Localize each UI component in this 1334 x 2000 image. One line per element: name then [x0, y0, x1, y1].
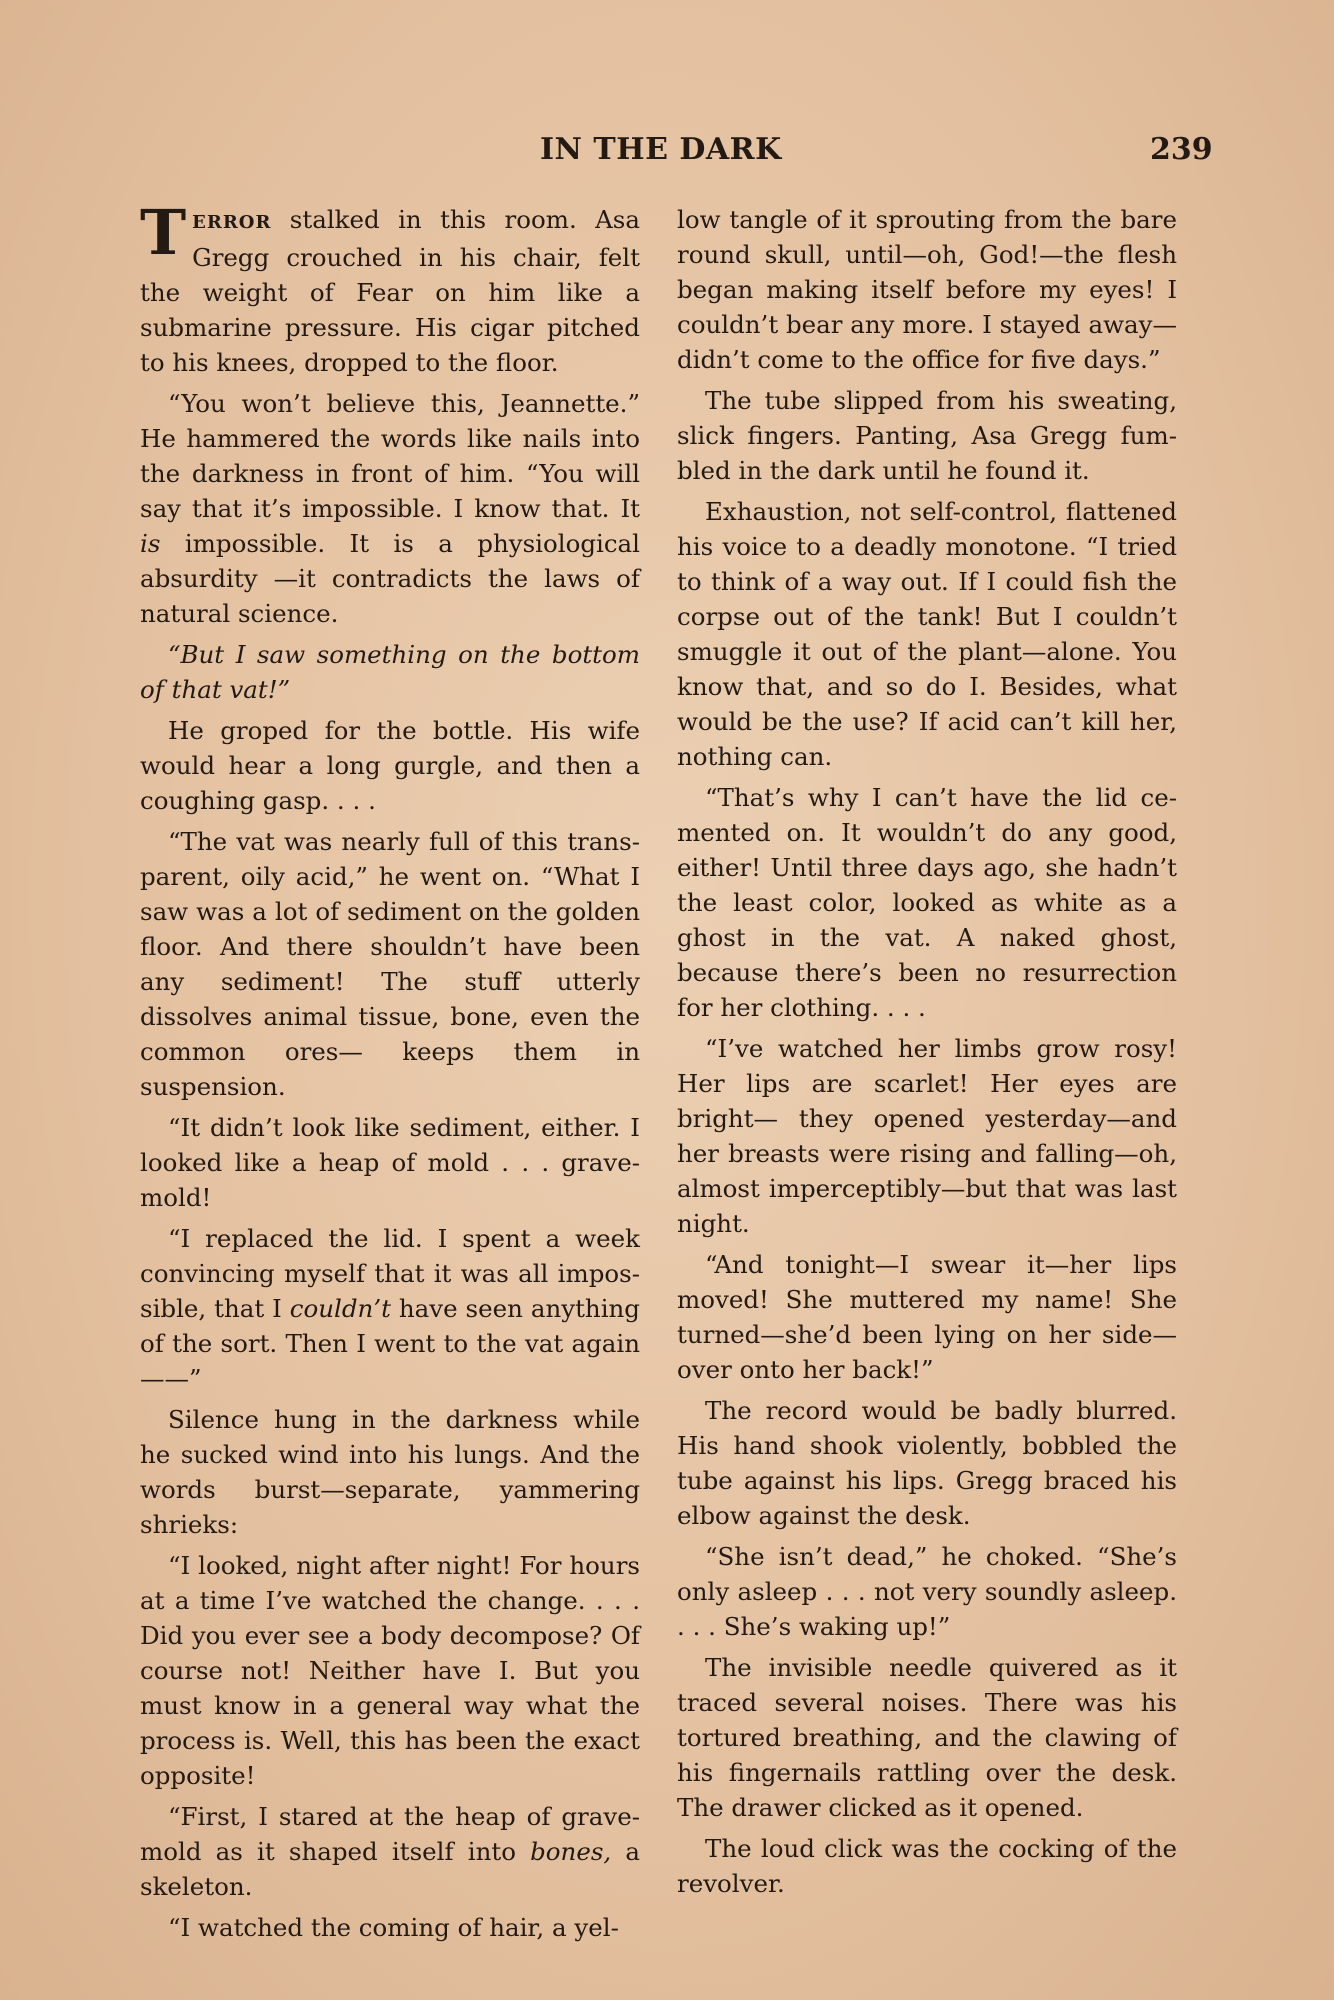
- paragraph: [140, 1799, 640, 1904]
- paragraph-text: “First, I stared at the heap of grave-mold as it shaped itself into: [140, 1802, 640, 1866]
- paragraph-text: have seen anything of the sort. Then I went to the vat again——”: [140, 1294, 640, 1393]
- paragraph: “I looked, night after night! For hours at a time I’ve watched the change. . . . Did you ever see a body decompose? Of course not! Neither have I. But you must know in a general way what the process is. Well, this has been the exact opposite!: [140, 1551, 640, 1790]
- page-number: 239: [1150, 132, 1213, 167]
- drop-cap: T: [140, 196, 187, 269]
- paragraph: The invisible needle quivered as it traced several noises. There was his tortured breathing, and the clawing of his fingernails rattling over the desk. The drawer clicked as it opened.: [677, 1653, 1177, 1822]
- paragraph: “She isn’t dead,” he choked. “She’s only asleep . . . not very soundly asleep. . . . She’s waking up!”: [677, 1542, 1177, 1641]
- right-column: [677, 202, 1177, 1907]
- italic-text: bones,: [530, 1837, 612, 1866]
- paragraph: “But I saw something on the bottom of that vat!”: [140, 640, 640, 704]
- italic-text: is: [140, 529, 161, 558]
- paragraph: “It didn’t look like sediment, either. I looked like a heap of mold . . . grave-mold!: [140, 1113, 640, 1212]
- paragraph: [140, 386, 640, 631]
- paragraph-text: “You won’t believe this, Jeannette.” He hammered the words like nails into the darkness in front of him. “You will say that it’s impossible. I know that. It: [140, 389, 640, 523]
- paragraph: [140, 1221, 640, 1396]
- paragraph-text: “I replaced the lid. I spent a week convincing myself that it was all impossible, that I: [140, 1224, 640, 1323]
- paragraph: Silence hung in the darkness while he sucked wind into his lungs. And the words burst—separate, yammering shrieks:: [140, 1405, 640, 1539]
- paragraph: [140, 196, 640, 380]
- paragraph: “And tonight—I swear it—her lips moved! She muttered my name! She turned—she’d been lying on her side— over onto her back!”: [677, 1250, 1177, 1384]
- paragraph: “I’ve watched her limbs grow rosy! Her lips are scarlet! Her eyes are bright— they opened yesterday—and her breasts were rising and falling—oh, almost imperceptibly—but that was last night.: [677, 1034, 1177, 1238]
- paragraph: The loud click was the cocking of the revolver.: [677, 1834, 1177, 1898]
- paragraph: Exhaustion, not self-control, flattened his voice to a deadly monotone. “I tried to think of a way out. If I could fish the corpse out of the tank! But I couldn’t smuggle it out of the plant—alone. You know that, and so do I. Besides, what would be the use? If acid can’t kill her, nothing can.: [677, 497, 1177, 771]
- italic-text: couldn’t: [289, 1294, 391, 1323]
- paragraph: “I watched the coming of hair, a yel-: [168, 1913, 619, 1942]
- paragraph: The record would be badly blurred. His hand shook violently, bobbled the tube against his lips. Gregg braced his elbow against the desk.: [677, 1396, 1177, 1530]
- small-caps-lead: ERROR: [192, 212, 272, 233]
- paragraph-text: stalked in this room. Asa Gregg crouched in his chair, felt the weight of Fear on him like a submarine pressure. His cigar pitched to his knees, dropped to the floor.: [140, 205, 640, 377]
- running-header-title: IN THE DARK: [540, 132, 782, 167]
- left-column: [140, 196, 640, 1951]
- paragraph-text: impossible. It is a physiological absurdity —it contradicts the laws of natural science.: [140, 529, 640, 628]
- paragraph-text: a skeleton.: [140, 1837, 640, 1901]
- paragraph: low tangle of it sprouting from the bare round skull, until—oh, God!—the flesh began making itself before my eyes! I couldn’t bear any more. I stayed away— didn’t come to the office for five days.”: [677, 205, 1177, 374]
- paragraph: “That’s why I can’t have the lid cemented on. It wouldn’t do any good, either! Until three days ago, she hadn’t the least color, looked as white as a ghost in the vat. A naked ghost, because there’s been no resurrection for her clothing. . . .: [677, 783, 1177, 1022]
- paragraph: “The vat was nearly full of this transparent, oily acid,” he went on. “What I saw was a lot of sediment on the golden floor. And there shouldn’t have been any sediment! The stuff utterly dissolves animal tissue, bone, even the common ores— keeps them in suspension.: [140, 827, 640, 1101]
- paragraph: He groped for the bottle. His wife would hear a long gurgle, and then a coughing gasp. . . .: [140, 716, 640, 815]
- paragraph: The tube slipped from his sweating, slick fingers. Panting, Asa Gregg fumbled in the dark until he found it.: [677, 386, 1177, 485]
